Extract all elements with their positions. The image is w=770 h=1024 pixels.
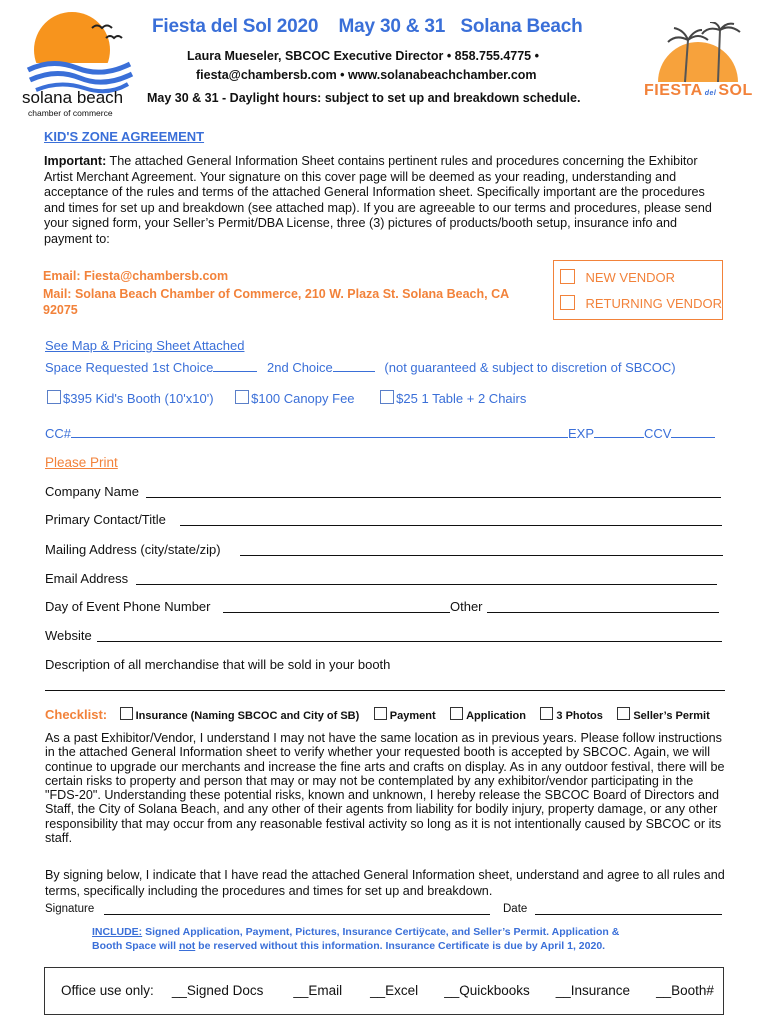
checkbox-icon[interactable] — [540, 707, 553, 720]
send-email: Email: Fiesta@chambersb.com — [43, 269, 229, 283]
table-checkbox[interactable] — [380, 390, 394, 404]
booth-price: $395 Kid's Booth (10'x10') — [63, 391, 214, 406]
office-item-email[interactable]: __Email — [293, 983, 343, 998]
fiesta-logo-text-right: SOL — [718, 82, 753, 99]
include-text-2b: be reserved without this information. — [195, 939, 386, 952]
checkbox-icon[interactable] — [617, 707, 630, 720]
office-item-excel[interactable]: __Excel — [370, 983, 419, 998]
checklist-label: Checklist: — [45, 707, 108, 722]
checkbox-icon[interactable] — [374, 707, 387, 720]
space-first-choice-label: Space Requested 1st Choice — [45, 360, 214, 375]
mailing-address-row — [45, 542, 221, 557]
include-text-2c: Insurance Certificate is due by April 1, 2020. — [385, 939, 606, 952]
page-title: Fiesta del Sol 2020 May 30 & 31 Solana Beach — [152, 16, 583, 37]
office-item-quickbooks[interactable]: __Quickbooks — [444, 983, 530, 998]
space-note: (not guaranteed & subject to discretion of SBCOC) — [384, 360, 676, 375]
send-mail-line-2: 92075 — [43, 303, 78, 317]
date-field[interactable] — [535, 914, 722, 915]
hours-line: May 30 & 31 - Daylight hours: subject to set up and breakdown schedule. — [147, 91, 581, 105]
other-label: Other — [450, 599, 483, 614]
ccv-field[interactable] — [671, 437, 715, 438]
space-requested-row — [45, 360, 676, 375]
payment-row — [45, 426, 715, 441]
email-address-field[interactable] — [136, 584, 717, 585]
canopy-checkbox[interactable] — [235, 390, 249, 404]
canopy-price: $100 Canopy Fee — [251, 391, 355, 406]
office-use-box — [44, 967, 724, 1015]
solana-beach-logo — [22, 8, 134, 118]
send-mail-line-1: Mail: Solana Beach Chamber of Commerce, 210 W. Plaza St. Solana Beach, CA — [43, 287, 510, 301]
booth-checkbox[interactable] — [47, 390, 61, 404]
include-not: not — [178, 939, 196, 952]
email-address-label: Email Address — [45, 571, 129, 586]
include-text-1: Signed Application, Payment, Pictures, Insurance Certiÿcate, and Seller’s Permit. Application & — [142, 926, 620, 938]
mailing-address-field[interactable] — [240, 555, 723, 556]
logo-name: solana beach — [22, 88, 124, 107]
section-title: KID'S ZONE AGREEMENT — [44, 129, 205, 144]
include-label: INCLUDE: — [92, 926, 143, 938]
exp-label: EXP — [568, 426, 595, 441]
website-field[interactable] — [97, 641, 722, 642]
important-paragraph — [44, 154, 724, 247]
pricing-row — [47, 390, 526, 406]
important-text: The attached General Information Sheet contains pertinent rules and procedures concerning the Exhibitor Artist Merchant Agreement. Your signature on this cover page will be deemed as your reading, understanding and acceptance of the rules and terms of the attached General Information sheet. Specifically important are the procedures and times for set up and breakdown (see attached map). If you are agreeable to our terms and procedures, please send your signed form, your Seller’s Permit/DBA License, three (3) pictures of products/booth setup, insurance info and payment to: — [44, 154, 712, 246]
second-choice-field[interactable] — [333, 371, 375, 372]
office-item-insurance[interactable]: __Insurance — [555, 983, 631, 998]
please-print: Please Print — [45, 455, 118, 470]
exp-field[interactable] — [594, 437, 644, 438]
company-name-field[interactable] — [146, 497, 721, 498]
primary-contact-row — [45, 512, 166, 527]
palm-sunset-icon — [640, 22, 754, 84]
checklist-item[interactable] — [617, 710, 709, 722]
include-note — [92, 926, 712, 953]
returning-vendor-label: RETURNING VENDOR — [585, 296, 722, 311]
checklist-item-label: Insurance (Naming SBCOC and City of SB) — [135, 710, 360, 722]
table-price: $25 1 Table + 2 Chairs — [396, 391, 527, 406]
checklist-item-label: 3 Photos — [556, 710, 603, 722]
checkbox-icon[interactable] — [120, 707, 133, 720]
description-row — [45, 657, 390, 672]
signing-paragraph: By signing below, I indicate that I have read the attached General Information sheet, understand and agree to all rules and terms, specifically including the procedures and times for set up and breakdown. — [45, 868, 725, 898]
mailing-address-label: Mailing Address (city/state/zip) — [45, 542, 221, 557]
checklist-item[interactable] — [540, 710, 602, 722]
primary-contact-label: Primary Contact/Title — [45, 512, 166, 527]
map-pricing-link[interactable]: See Map & Pricing Sheet Attached — [45, 338, 245, 353]
release-paragraph: As a past Exhibitor/Vendor, I understand I may not have the same location as in previous years. Please follow instructions in the attached General Information sheet to verify whether your requested booth is accepted by SBCOC. Again, we will continue to upgrade our merchants and increase the fine arts and crafts on display. As in any outdoor festival, there will be certain risks to property and person that may or may not be contemplated by any exhibitor/vendor participating in the "FDS-20". Understanding these potential risks, known and unknown, I hereby release the SBCOC Board of Directors and Staff, the City of Solana Beach, and any other of their agents from liability for bodily injury, property damage, or any other responsibility that may occur from any reasonable festival activity so long as it is not intentionally caused by SBCOC or its staff. — [45, 731, 725, 846]
description-field[interactable] — [45, 690, 725, 691]
office-item-signed-docs[interactable]: __Signed Docs — [171, 983, 264, 998]
company-name-row — [45, 484, 139, 499]
description-label: Description of all merchandise that will be sold in your booth — [45, 657, 391, 672]
fiesta-logo-text-mid: del — [704, 90, 717, 97]
phone-label: Day of Event Phone Number — [45, 599, 211, 614]
contact-line-1: Laura Mueseler, SBCOC Executive Director • 858.755.4775 • — [187, 49, 539, 63]
checklist-item-label: Application — [466, 710, 526, 722]
checklist-item[interactable] — [450, 710, 526, 722]
important-label: Important: — [44, 154, 107, 168]
new-vendor-label: NEW VENDOR — [585, 270, 676, 285]
vendor-type-box — [553, 260, 723, 320]
checkbox-icon[interactable] — [450, 707, 463, 720]
primary-contact-field[interactable] — [180, 525, 722, 526]
website-row — [45, 628, 92, 643]
signature-field[interactable] — [104, 914, 490, 915]
checklist-row — [45, 706, 710, 724]
fiesta-del-sol-logo — [640, 22, 754, 104]
phone-row — [45, 599, 210, 614]
cc-label: CC# — [45, 426, 72, 441]
include-text-2a: Booth Space will — [92, 939, 179, 952]
new-vendor-checkbox[interactable] — [560, 269, 575, 284]
website-label: Website — [45, 628, 92, 643]
phone-field[interactable] — [223, 612, 450, 613]
ccv-label: CCV — [644, 426, 672, 441]
checklist-item[interactable] — [120, 710, 360, 722]
contact-line-2: fiesta@chambersb.com • www.solanabeachchamber.com — [196, 68, 537, 82]
other-field[interactable] — [487, 612, 719, 613]
office-use-label: Office use only: — [61, 983, 154, 998]
sun-wave-logo-icon — [22, 8, 134, 98]
office-item-booth[interactable]: __Booth# — [656, 983, 714, 998]
date-label: Date — [503, 903, 528, 915]
logo-tagline: chamber of commerce — [28, 108, 113, 118]
checklist-item-label: Seller’s Permit — [633, 710, 710, 722]
signature-label: Signature — [45, 903, 95, 915]
checklist-item[interactable] — [374, 710, 436, 722]
space-second-choice-label: 2nd Choice — [267, 360, 333, 375]
fiesta-logo-text-left: FIESTA — [644, 82, 703, 99]
cc-field[interactable] — [71, 437, 568, 438]
first-choice-field[interactable] — [213, 371, 257, 372]
returning-vendor-checkbox[interactable] — [560, 295, 575, 310]
checklist-item-label: Payment — [389, 710, 436, 722]
email-address-row — [45, 571, 128, 586]
company-name-label: Company Name — [45, 484, 139, 499]
